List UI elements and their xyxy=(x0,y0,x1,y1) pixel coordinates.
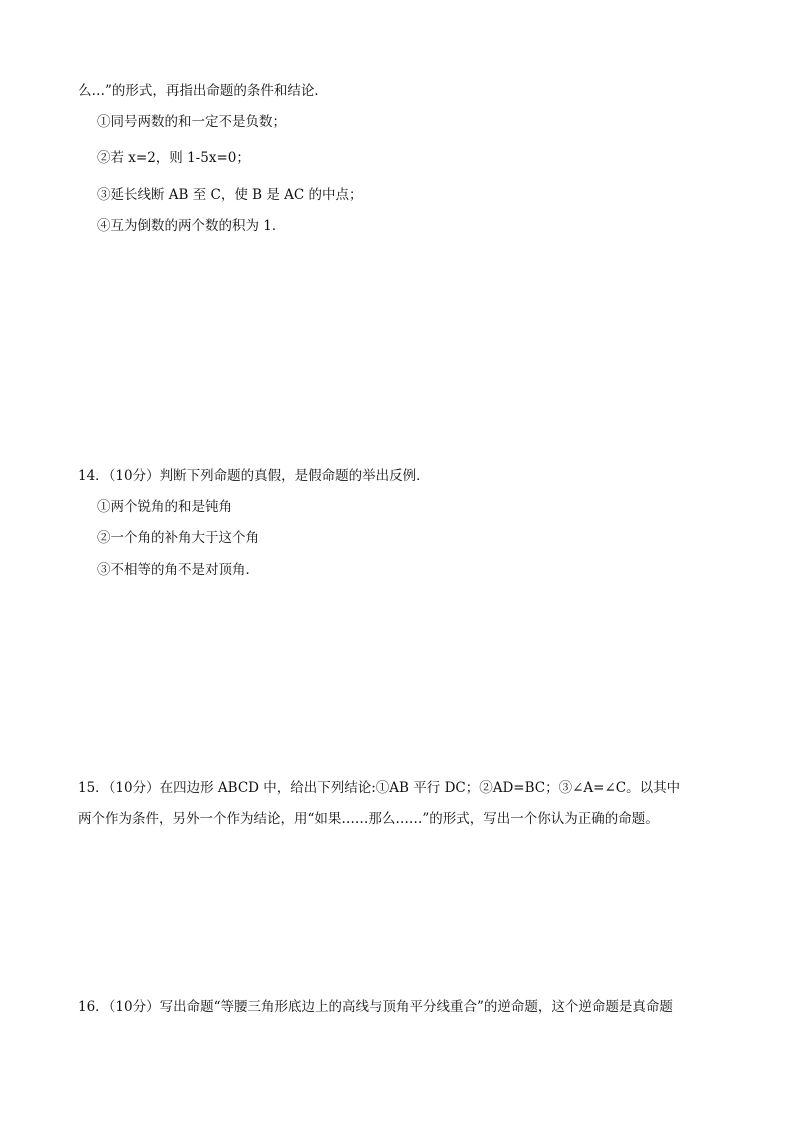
q13-intro-tail: 么…”的形式，再指出命题的条件和结论． xyxy=(78,83,328,99)
q13-item-2: ②若 x=2，则 1-5x=0； xyxy=(97,150,250,166)
q14-title: 14．（10分）判断下列命题的真假，是假命题的举出反例． xyxy=(78,468,430,484)
q13-item-1: ①同号两数的和一定不是负数； xyxy=(97,114,286,130)
q14-item-2: ②一个角的补角大于这个角 xyxy=(97,530,259,546)
q14-item-3: ③不相等的角不是对顶角． xyxy=(97,562,259,578)
q13-item-4: ④互为倒数的两个数的积为 1． xyxy=(97,218,286,234)
q15-line-1: 15．（10分）在四边形 ABCD 中，给出下列结论:①AB 平行 DC；②AD=BC；③∠A=∠C。以其中 xyxy=(78,780,681,796)
q13-item-3: ③延长线断 AB 至 C，使 B 是 AC 的中点； xyxy=(97,187,363,203)
q14-item-1: ①两个锐角的和是钝角 xyxy=(97,499,232,515)
q15-line-2: 两个作为条件，另外一个作为结论，用“如果……那么……”的形式，写出一个你认为正确的命题。 xyxy=(78,811,659,827)
q16-line-1: 16．（10分）写出命题“等腰三角形底边上的高线与顶角平分线重合”的逆命题，这个逆命题是真命题 xyxy=(78,999,673,1015)
